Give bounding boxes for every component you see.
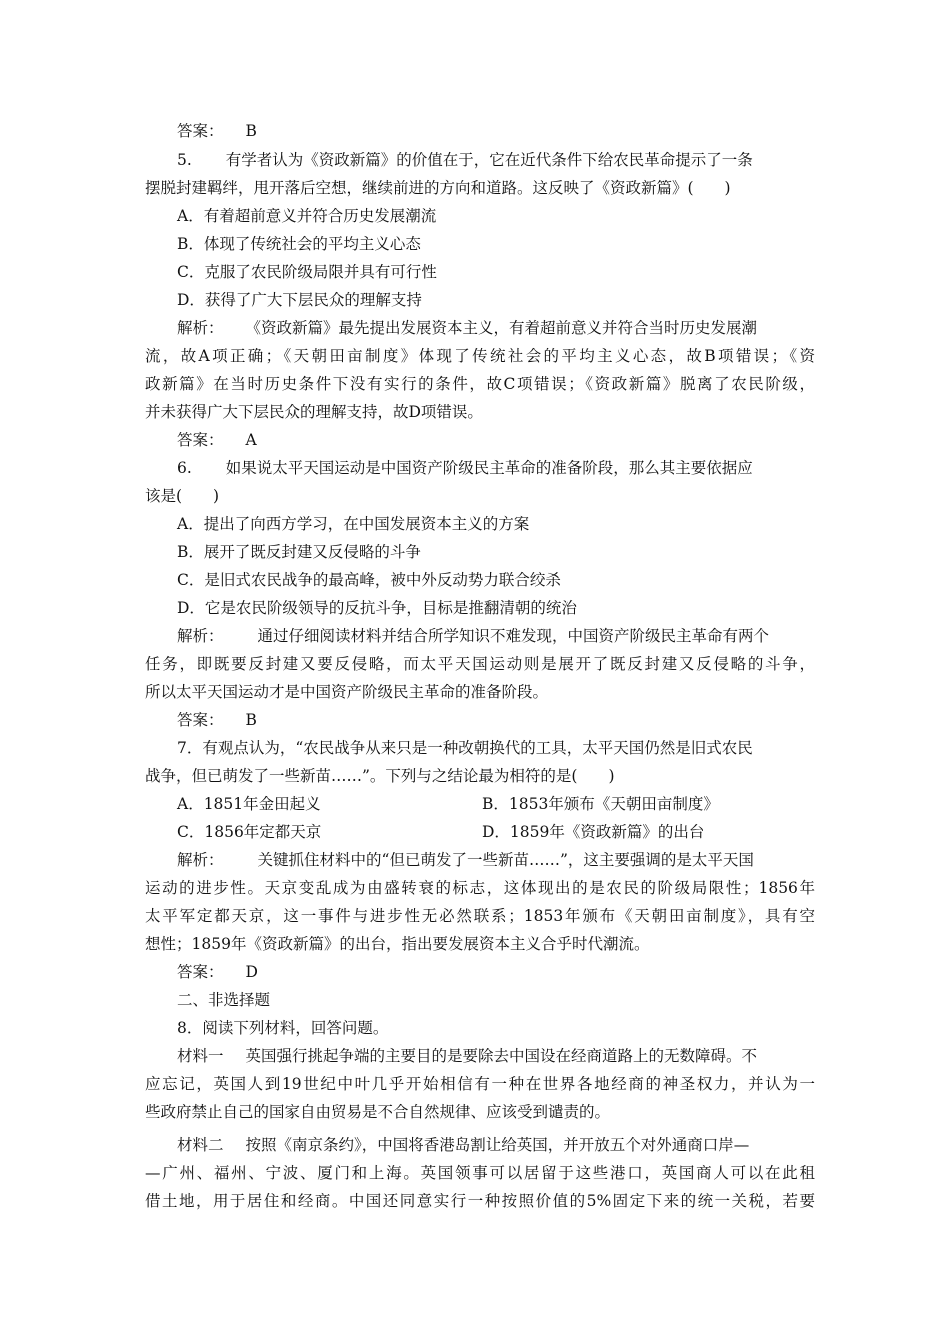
answer-value: B (245, 711, 257, 729)
q8-material1-line-1 (177, 1046, 847, 1066)
q7-analysis-line-2: 运动的进步性。天京变乱成为由盛转衰的标志，这体现出的是农民的阶级局限性；1856年 (145, 879, 815, 897)
material-text: 按照《南京条约》，中国将香港岛割让给英国，并开放五个对外通商口岸— (245, 1136, 750, 1154)
q6-analysis-line-2: 任务，即既要反封建又要反侵略，而太平天国运动则是展开了既反封建又反侵略的斗争， (145, 655, 815, 673)
q5-option-c: C．克服了农民阶级局限并具有可行性 (177, 263, 437, 281)
q7-stem-line-2: 战争，但已萌发了一些新苗……”。下列与之结论最为相符的是( ) (145, 767, 615, 785)
section-heading: 二、非选择题 (177, 991, 271, 1009)
question-number: 6. (177, 459, 192, 477)
q7-analysis-line-4: 想性；1859年《资政新篇》的出台，指出要发展资本主义合乎时代潮流。 (145, 935, 650, 953)
q6-analysis-line-1 (177, 626, 847, 646)
q5-analysis-line-1 (177, 318, 847, 338)
q6-option-a: A．提出了向西方学习，在中国发展资本主义的方案 (177, 515, 530, 533)
q6-stem-line-2: 该是( ) (145, 487, 220, 505)
q7-option-c: C．1856年定都天京 (177, 823, 322, 841)
q8-material1-line-3: 些政府禁止自己的国家自由贸易是不合自然规律、应该受到谴责的。 (145, 1103, 611, 1121)
analysis-text: 关键抓住材料中的“但已萌发了一些新苗……”，这主要强调的是太平天国 (257, 851, 754, 869)
q8-material2-line-2: —广州、福州、宁波、厦门和上海。英国领事可以居留于这些港口，英国商人可以在此租 (145, 1164, 815, 1182)
material-label: 材料一 (177, 1047, 224, 1065)
q5-analysis-line-2: 流，故A项正确；《天朝田亩制度》体现了传统社会的平均主义心态，故B项错误；《资 (145, 347, 815, 365)
q5-answer (177, 430, 847, 450)
answer-label: 答案： (177, 711, 224, 729)
q8-material2-line-3: 借土地，用于居住和经商。中国还同意实行一种按照价值的5%固定下来的统一关税，若要 (145, 1192, 815, 1210)
q4-answer (177, 121, 847, 141)
q5-analysis-line-4: 并未获得广大下层民众的理解支持，故D项错误。 (145, 403, 483, 421)
analysis-label: 解析： (177, 627, 224, 645)
answer-label: 答案： (177, 122, 224, 140)
q6-option-c: C．是旧式农民战争的最高峰，被中外反动势力联合绞杀 (177, 571, 561, 589)
question-stem: 如果说太平天国运动是中国资产阶级民主革命的准备阶段，那么其主要依据应 (225, 459, 753, 477)
q7-stem-line-1: 7．有观点认为，“农民战争从来只是一种改朝换代的工具，太平天国仍然是旧式农民 (177, 739, 753, 757)
question-stem: 有学者认为《资政新篇》的价值在于，它在近代条件下给农民革命提示了一条 (225, 151, 753, 169)
q7-analysis-line-1 (177, 850, 847, 870)
q7-option-a: A．1851年金田起义 (177, 795, 321, 813)
answer-label: 答案： (177, 431, 224, 449)
q5-analysis-line-3: 政新篇》在当时历史条件下没有实行的条件，故C项错误；《资政新篇》脱离了农民阶级， (145, 375, 815, 393)
q6-option-b: B．展开了既反封建又反侵略的斗争 (177, 543, 421, 561)
answer-label: 答案： (177, 963, 224, 981)
q7-option-d: D．1859年《资政新篇》的出台 (482, 823, 705, 841)
material-text: 英国强行挑起争端的主要目的是要除去中国设在经商道路上的无数障碍。不 (245, 1047, 758, 1065)
q5-option-a: A．有着超前意义并符合历史发展潮流 (177, 207, 437, 225)
q6-analysis-line-3: 所以太平天国运动才是中国资产阶级民主革命的准备阶段。 (145, 683, 549, 701)
question-number: 5. (177, 151, 192, 169)
q7-answer (177, 962, 847, 982)
answer-value: D (245, 963, 258, 981)
q5-option-b: B．体现了传统社会的平均主义心态 (177, 235, 421, 253)
answer-value: A (245, 431, 257, 449)
q5-stem-line-2: 摆脱封建羁绊，甩开落后空想，继续前进的方向和道路。这反映了《资政新篇》( ) (145, 179, 731, 197)
q5-stem-line-1 (177, 150, 847, 170)
analysis-label: 解析： (177, 851, 224, 869)
q8-stem: 8．阅读下列材料，回答问题。 (177, 1019, 389, 1037)
q6-answer (177, 710, 847, 730)
q8-material1-line-2: 应忘记，英国人到19世纪中叶几乎开始相信有一种在世界各地经商的神圣权力，并认为一 (145, 1075, 815, 1093)
analysis-text: 《资政新篇》最先提出发展资本主义，有着超前意义并符合当时历史发展潮 (245, 319, 758, 337)
analysis-text: 通过仔细阅读材料并结合所学知识不难发现，中国资产阶级民主革命有两个 (257, 627, 770, 645)
q6-stem-line-1 (177, 458, 847, 478)
q5-option-d: D．获得了广大下层民众的理解支持 (177, 291, 422, 309)
q7-options-row-1 (177, 794, 847, 814)
q6-option-d: D．它是农民阶级领导的反抗斗争，目标是推翻清朝的统治 (177, 599, 577, 617)
material-label: 材料二 (177, 1136, 224, 1154)
answer-value: B (245, 122, 257, 140)
q7-options-row-2 (177, 822, 847, 842)
q7-option-b: B．1853年颁布《天朝田亩制度》 (482, 795, 719, 813)
analysis-label: 解析： (177, 319, 224, 337)
q7-analysis-line-3: 太平军定都天京，这一事件与进步性无必然联系；1853年颁布《天朝田亩制度》，具有空 (145, 907, 815, 925)
q8-material2-line-1 (177, 1135, 847, 1155)
